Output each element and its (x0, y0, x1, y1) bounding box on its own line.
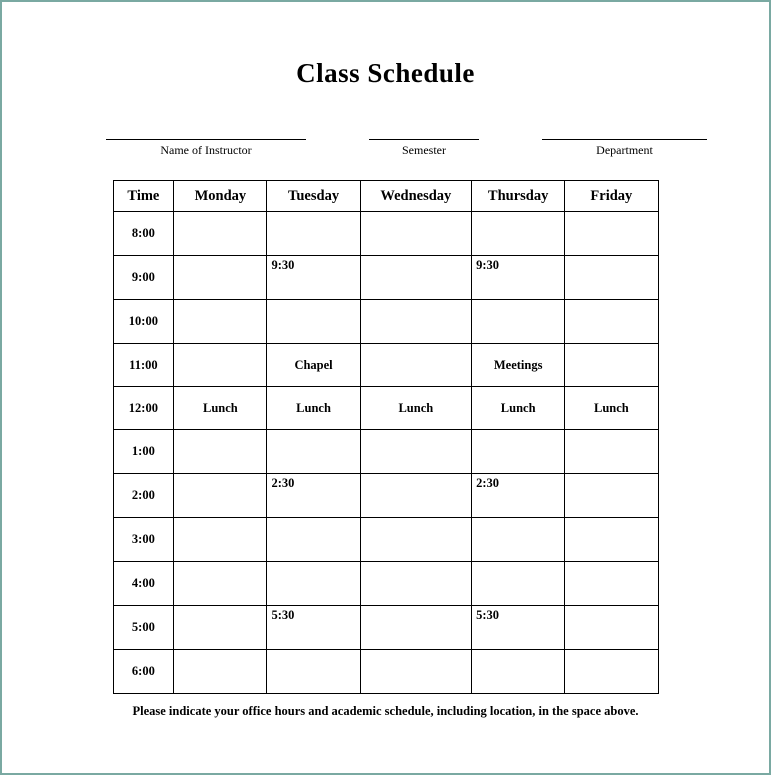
instructor-label: Name of Instructor (160, 143, 252, 157)
row-time: 6:00 (113, 650, 174, 694)
row-time: 9:00 (113, 256, 174, 300)
cell-wednesday[interactable] (360, 518, 471, 562)
row-time: 5:00 (113, 606, 174, 650)
table-row (113, 300, 658, 344)
semester-label: Semester (402, 143, 446, 157)
cell-tuesday[interactable]: 5:30 (267, 606, 360, 650)
cell-wednesday[interactable] (360, 300, 471, 344)
semester-write-line[interactable] (369, 127, 479, 140)
table-header-row (113, 181, 658, 212)
cell-friday[interactable] (565, 430, 658, 474)
cell-thursday[interactable]: 5:30 (472, 606, 565, 650)
cell-friday[interactable] (565, 212, 658, 256)
semester-blank (369, 127, 479, 158)
cell-thursday[interactable]: Lunch (472, 387, 565, 430)
cell-wednesday[interactable] (360, 562, 471, 606)
cell-friday[interactable] (565, 562, 658, 606)
cell-tuesday[interactable]: 2:30 (267, 474, 360, 518)
table-row (113, 344, 658, 387)
row-time: 1:00 (113, 430, 174, 474)
table-row (113, 474, 658, 518)
row-time: 8:00 (113, 212, 174, 256)
table-row (113, 256, 658, 300)
header-wednesday: Wednesday (360, 181, 471, 212)
cell-friday[interactable] (565, 650, 658, 694)
cell-friday[interactable] (565, 606, 658, 650)
cell-wednesday[interactable] (360, 212, 471, 256)
cell-wednesday[interactable]: Lunch (360, 387, 471, 430)
table-row (113, 387, 658, 430)
cell-tuesday[interactable] (267, 430, 360, 474)
cell-thursday[interactable] (472, 430, 565, 474)
table-row (113, 212, 658, 256)
cell-tuesday[interactable] (267, 212, 360, 256)
cell-thursday[interactable]: 9:30 (472, 256, 565, 300)
form-blanks-row (60, 127, 711, 158)
cell-friday[interactable] (565, 300, 658, 344)
cell-friday[interactable] (565, 344, 658, 387)
department-label: Department (596, 143, 653, 157)
cell-tuesday[interactable] (267, 650, 360, 694)
cell-thursday[interactable] (472, 518, 565, 562)
cell-tuesday[interactable]: Lunch (267, 387, 360, 430)
cell-monday[interactable] (174, 212, 267, 256)
cell-wednesday[interactable] (360, 650, 471, 694)
cell-thursday[interactable]: 2:30 (472, 474, 565, 518)
cell-thursday[interactable]: Meetings (472, 344, 565, 387)
instructor-blank (106, 127, 306, 158)
cell-monday[interactable] (174, 256, 267, 300)
table-row (113, 430, 658, 474)
table-row (113, 518, 658, 562)
cell-monday[interactable]: Lunch (174, 387, 267, 430)
header-friday: Friday (565, 181, 658, 212)
cell-friday[interactable]: Lunch (565, 387, 658, 430)
document-sheet (2, 2, 769, 773)
cell-friday[interactable] (565, 256, 658, 300)
cell-monday[interactable] (174, 300, 267, 344)
instructor-write-line[interactable] (106, 127, 306, 140)
cell-wednesday[interactable] (360, 474, 471, 518)
cell-tuesday[interactable]: 9:30 (267, 256, 360, 300)
row-time: 12:00 (113, 387, 174, 430)
cell-thursday[interactable] (472, 300, 565, 344)
header-tuesday: Tuesday (267, 181, 360, 212)
header-monday: Monday (174, 181, 267, 212)
cell-tuesday[interactable] (267, 518, 360, 562)
cell-tuesday[interactable] (267, 300, 360, 344)
cell-friday[interactable] (565, 474, 658, 518)
page-title: Class Schedule (296, 58, 475, 88)
cell-monday[interactable] (174, 430, 267, 474)
cell-monday[interactable] (174, 606, 267, 650)
table-row (113, 650, 658, 694)
cell-wednesday[interactable] (360, 344, 471, 387)
department-blank (542, 127, 707, 158)
cell-thursday[interactable] (472, 562, 565, 606)
cell-wednesday[interactable] (360, 430, 471, 474)
header-time: Time (113, 181, 174, 212)
cell-monday[interactable] (174, 650, 267, 694)
cell-wednesday[interactable] (360, 606, 471, 650)
cell-thursday[interactable] (472, 212, 565, 256)
cell-monday[interactable] (174, 562, 267, 606)
cell-monday[interactable] (174, 518, 267, 562)
footnote-text: Please indicate your office hours and academic schedule, including location, in the space above. (132, 704, 639, 718)
header-thursday: Thursday (472, 181, 565, 212)
cell-wednesday[interactable] (360, 256, 471, 300)
row-time: 2:00 (113, 474, 174, 518)
cell-monday[interactable] (174, 344, 267, 387)
department-write-line[interactable] (542, 127, 707, 140)
row-time: 11:00 (113, 344, 174, 387)
row-time: 10:00 (113, 300, 174, 344)
class-schedule-table (113, 180, 659, 694)
row-time: 3:00 (113, 518, 174, 562)
cell-friday[interactable] (565, 518, 658, 562)
row-time: 4:00 (113, 562, 174, 606)
cell-monday[interactable] (174, 474, 267, 518)
cell-thursday[interactable] (472, 650, 565, 694)
cell-tuesday[interactable]: Chapel (267, 344, 360, 387)
table-row (113, 562, 658, 606)
cell-tuesday[interactable] (267, 562, 360, 606)
table-row (113, 606, 658, 650)
